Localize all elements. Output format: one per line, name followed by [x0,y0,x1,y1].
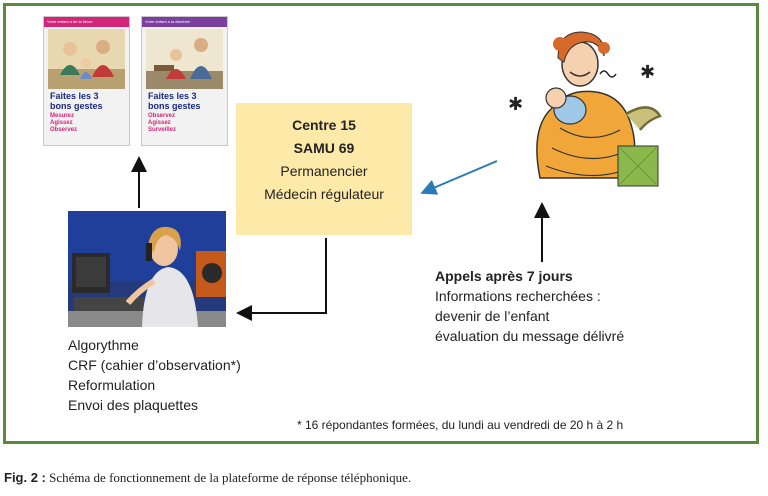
brochure-band: Votre enfant a la diarrhée [142,17,227,27]
task-item: Algorythme [68,337,139,353]
svg-text:✱: ✱ [508,94,524,115]
brochure-title: Faites les 3 bons gestes [50,91,103,111]
arrow-centre-to-operator [240,238,326,313]
task-item: CRF (cahier d’observation*) [68,357,241,373]
brochure-band: Votre enfant a de la fièvre [44,17,129,27]
task-item: Envoi des plaquettes [68,397,198,413]
footnote: * 16 répondantes formées, du lundi au vendredi de 20 h à 2 h [297,418,624,432]
caption-text: Schéma de fonctionnement de la plateforme de réponse téléphonique. [49,470,412,485]
calls-heading: Appels après 7 jours [435,268,573,284]
calls-line: devenir de l’enfant [435,308,550,324]
calls-line: Informations recherchées : [435,288,601,304]
centre-name: Centre 15 [292,117,356,133]
caption-label: Fig. 2 : [4,470,46,485]
calls-line: évaluation du message délivré [435,328,625,344]
brochure-actions: Observez Agissez Surveillez [148,113,177,133]
brochure-title: Faites les 3 bons gestes [148,91,201,111]
arrow-parent-to-centre [424,161,497,192]
role-medecin: Médecin régulateur [264,186,384,202]
figure-caption [4,470,411,486]
task-item: Reformulation [68,377,156,393]
brochure-actions: Mesurez Agissez Observez [50,113,78,133]
svg-text:✱: ✱ [640,62,656,83]
role-permanencier: Permanencier [280,163,368,179]
followup-calls [435,266,624,346]
operator-tasks [68,335,241,415]
samu-name: SAMU 69 [293,140,355,156]
